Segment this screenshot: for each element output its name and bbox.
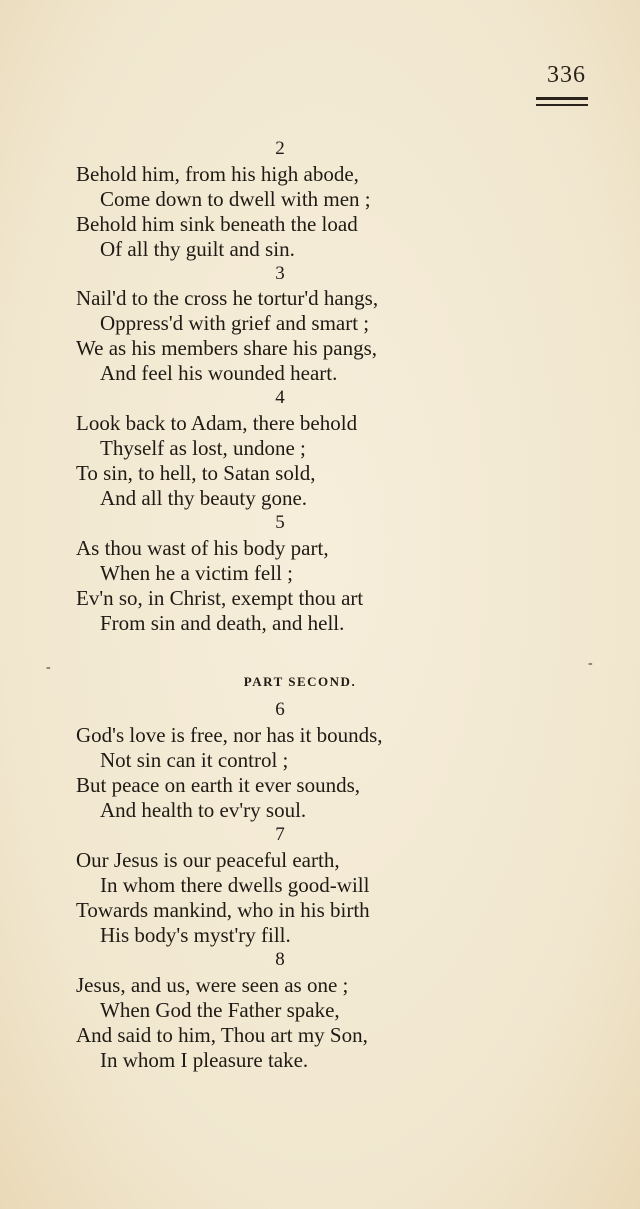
verse-line: And health to ev'ry soul. [100,798,307,822]
verse-line: As thou wast of his body part, [76,536,329,560]
stanza-number: 2 [275,138,285,159]
verse-line: Behold him sink beneath the load [76,212,358,236]
page-number: 336 [547,62,586,88]
verse-line: When God the Father spake, [100,998,340,1022]
verse-line: Ev'n so, in Christ, exempt thou art [76,586,364,610]
verse-line: Of all thy guilt and sin. [100,237,295,261]
verse-line: When he a victim fell ; [100,561,294,585]
verse-line: In whom I pleasure take. [100,1048,309,1072]
stanza-number: 6 [275,699,285,720]
verse-line: His body's myst'ry fill. [100,923,291,947]
verse-line: In whom there dwells good-will [100,873,370,897]
margin-mark: - [46,660,51,675]
verse-line: Jesus, and us, were seen as one ; [76,973,349,997]
verse-line: Our Jesus is our peaceful earth, [76,848,340,872]
stanza-number: 8 [275,949,285,970]
header-rule [536,97,588,100]
verse-line: Behold him, from his high abode, [76,162,359,186]
verse-line: Nail'd to the cross he tortur'd hangs, [76,286,379,310]
verse-line: Come down to dwell with men ; [100,187,371,211]
verse-line: Thyself as lost, undone ; [100,436,306,460]
stanza-number: 5 [275,512,285,533]
verse-line: God's love is free, nor has it bounds, [76,723,383,747]
stanza-number: 4 [275,387,285,408]
verse-line: Oppress'd with grief and smart ; [100,311,370,335]
verse-line: Towards mankind, who in his birth [76,898,370,922]
verse-line: Look back to Adam, there behold [76,411,358,435]
verse-line: We as his members share his pangs, [76,336,377,360]
stanza-number: 7 [275,824,285,845]
margin-mark: - [588,656,593,671]
verse-line: And said to him, Thou art my Son, [76,1023,368,1047]
verse-line: Not sin can it control ; [100,748,289,772]
verse-line: From sin and death, and hell. [100,611,345,635]
part-heading: PART SECOND. [243,674,357,689]
verse-line: And all thy beauty gone. [100,486,308,510]
verse-line: And feel his wounded heart. [100,361,338,385]
verse-line: To sin, to hell, to Satan sold, [76,461,316,485]
verse-line: But peace on earth it ever sounds, [76,773,360,797]
header-rule-thin [536,104,588,106]
stanza-number: 3 [275,263,285,284]
